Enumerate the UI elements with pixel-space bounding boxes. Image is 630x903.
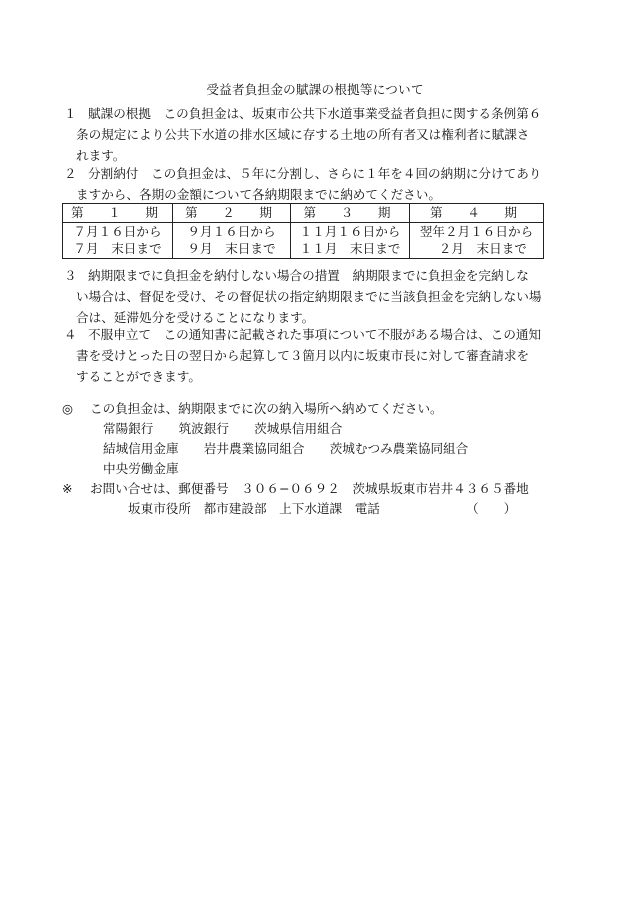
item-line: い場合は、督促を受け、その督促状の指定納期限までに当該負担金を完納しない場 (76, 289, 542, 304)
table-row (63, 222, 544, 240)
period-3-start: １１月１６日から (291, 222, 410, 240)
inquiry-department: 坂東市役所 都市建設部 上下水道課 電話 (128, 501, 380, 516)
item-number: ２ (64, 166, 77, 181)
payment-intro: この負担金は、納期限までに次の納入場所へ納めてください。 (90, 401, 443, 416)
bank-list-line-1: 常陽銀行 筑波銀行 茨城県信用組合 (103, 421, 343, 436)
period-1-end: ７月 末日まで (63, 240, 173, 258)
period-4-start: 翌年２月１６日から (410, 222, 544, 240)
period-2-header: 第 ２ 期 (173, 204, 291, 223)
item-line: 合は、延滞処分を受けることになります。 (76, 310, 315, 325)
item-line: 分割納付 この負担金は、５年に分割し、さらに１年を４回の納期に分けてあり (88, 166, 542, 181)
period-4-end: ２月 末日まで (410, 240, 544, 258)
item-number: ４ (64, 327, 77, 342)
double-circle-mark: ◎ (62, 401, 73, 416)
document-title: 受益者負担金の賦課の根拠等について (206, 82, 424, 97)
period-3-header: 第 ３ 期 (291, 204, 410, 223)
inquiry-address: お問い合せは、郵便番号 ３０６−０６９２ 茨城県坂東市岩井４３６５番地 (90, 481, 529, 496)
table-row (63, 240, 544, 258)
item-line: 賦課の根拠 この負担金は、坂東市公共下水道事業受益者負担に関する条例第６ (88, 106, 542, 121)
period-4-header: 第 ４ 期 (410, 204, 544, 223)
item-number: ３ (64, 268, 77, 283)
period-3-end: １１月 末日まで (291, 240, 410, 258)
period-2-start: ９月１６日から (173, 222, 291, 240)
item-line: 条の規定により公共下水道の排水区域に存する土地の所有者又は権利者に賦課さ (76, 127, 530, 142)
period-1-header: 第 １ 期 (63, 204, 173, 223)
item-line: ますから、各期の金額について各納期限までに納めてください。 (76, 187, 441, 202)
bank-list-line-3: 中央労働金庫 (103, 461, 179, 476)
item-line: 不服申立て この通知書に記載された事項について不服がある場合は、この通知 (88, 327, 542, 342)
period-2-end: ９月 末日まで (173, 240, 291, 258)
bank-list-line-2: 結城信用金庫 岩井農業協同組合 茨城むつみ農業協同組合 (103, 441, 469, 456)
reference-mark: ※ (62, 481, 73, 496)
period-1-start: ７月１６日から (63, 222, 173, 240)
item-number: １ (64, 106, 77, 121)
item-line: れます。 (76, 148, 126, 163)
payment-schedule-table (62, 203, 544, 259)
item-line: 納期限までに負担金を納付しない場合の措置 納期限までに負担金を完納しな (88, 268, 529, 283)
item-line: することができます。 (76, 369, 201, 384)
phone-paren: （ ） (466, 501, 517, 516)
item-line: 書を受けとった日の翌日から起算して３箇月以内に坂東市長に対して審査請求を (76, 348, 530, 363)
table-header-row (63, 204, 544, 223)
